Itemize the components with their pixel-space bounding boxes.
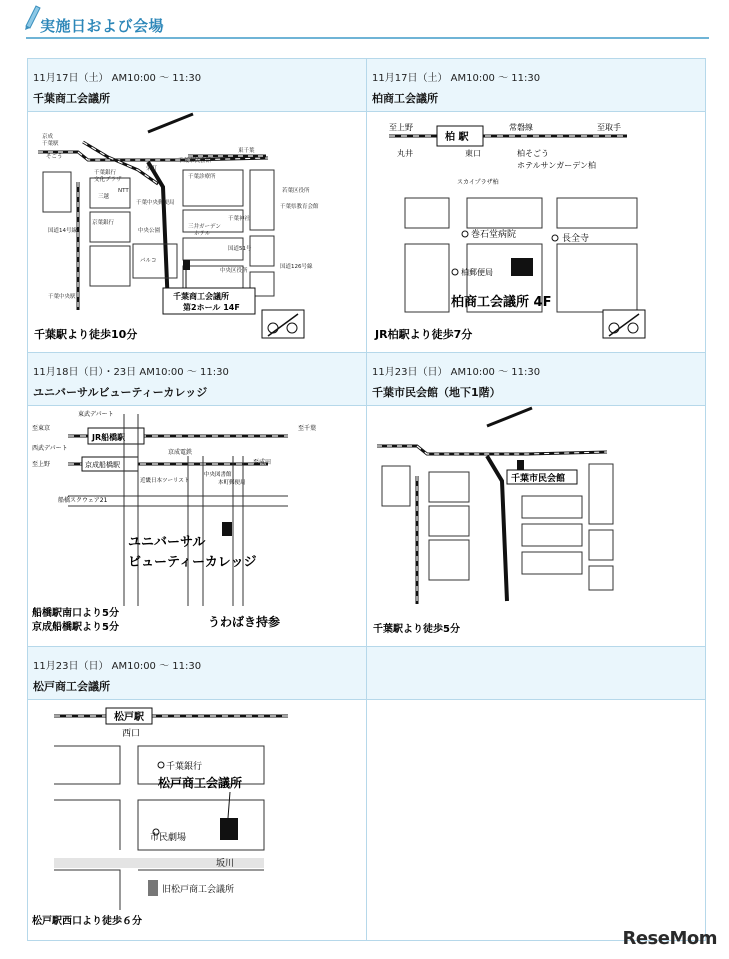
map-label: 中央図書館 (204, 472, 232, 478)
resemom-logo: ReseMom (622, 928, 717, 949)
venue-header-funabashi (28, 353, 367, 406)
walk-time: 京成船橋駅より5分 (32, 622, 119, 633)
venue-time: 11月23日（日） AM10:00 〜 11:30 (33, 661, 202, 672)
map-label: 千葉県教育会館 (280, 204, 319, 210)
venue-box-title: ユニバーサル (128, 535, 206, 550)
header-rule (34, 37, 709, 39)
map-label: 京成電鉄 (168, 449, 193, 456)
walk-time: 船橋駅南口より5分 (32, 608, 119, 619)
map-label: 柏郵便局 (461, 268, 493, 277)
map-label: 至東京 (32, 425, 51, 432)
map-label: 柏そごう (517, 149, 549, 158)
map-label: 巻石堂病院 (471, 230, 517, 240)
map-label: 丸井 (397, 149, 413, 158)
walk-time: JR柏駅より徒歩7分 (375, 328, 473, 341)
empty-cell (367, 647, 706, 700)
map-label: 常磐線 (509, 123, 533, 132)
venue-marker (220, 818, 238, 840)
venue-box-title: 千葉市民会館 (511, 474, 566, 484)
map-label: 近畿日本ツーリスト (140, 478, 190, 484)
map-label: 東千葉 (238, 148, 255, 154)
map-label: 国道126号線 (280, 264, 313, 270)
map-label: 至成田 (253, 459, 272, 466)
map-label: 至取手 (597, 123, 621, 132)
venue-box-title: 柏商工会議所 4F (451, 295, 552, 310)
map-kashiwa (367, 112, 704, 352)
venue-time: 11月17日（土） AM10:00 〜 11:30 (372, 73, 541, 84)
map-label: スカイプラザ柏 (457, 179, 499, 186)
station-name: 柏 駅 (445, 132, 469, 143)
venue-header-chiba-shimin (367, 353, 706, 406)
station-name: JR船橋駅 (92, 433, 126, 442)
map-label: 三越 (98, 194, 110, 200)
venue-time: 11月17日（土） AM10:00 〜 11:30 (33, 73, 202, 84)
map-label: 千葉市民会館 (178, 158, 212, 164)
map-label: 千葉駅 (42, 141, 59, 147)
map-label: 旧松戸商工会議所 (162, 885, 235, 895)
map-label: そごう (46, 154, 63, 160)
map-funabashi (28, 406, 365, 646)
no-bicycle-icon (603, 310, 645, 338)
map-label: 文化プラザ (94, 177, 122, 183)
venue-header-matsudo (28, 647, 367, 700)
map-label: 若葉区役所 (282, 188, 310, 194)
map-matsudo (28, 700, 365, 940)
map-cell-chiba-shimin (367, 406, 706, 647)
map-label: 国道51号 (228, 246, 252, 252)
map-label: NTT (118, 188, 129, 194)
venue-name: 千葉市民会館（地下1階） (372, 386, 501, 399)
no-bicycle-icon (262, 310, 304, 338)
map-label: 東口 (465, 149, 481, 158)
section-header (0, 0, 729, 44)
map-chiba (28, 112, 365, 352)
venue-name: ユニバーサルビューティーカレッジ (33, 386, 208, 399)
venue-header-kashiwa (367, 59, 706, 112)
map-label: 三井ガーデン (188, 224, 221, 230)
empty-cell (367, 700, 706, 941)
venue-box-sub: 第2ホール 14F (183, 303, 240, 312)
map-label: 東武デパート (78, 411, 114, 418)
venue-box-title: 千葉商工会議所 (173, 292, 229, 301)
map-label: 至上野 (389, 123, 413, 132)
map-label: パルコ (140, 258, 157, 264)
pencil-icon (22, 4, 42, 30)
map-cell-matsudo (28, 700, 367, 941)
map-label: 千葉神社 (228, 216, 251, 222)
walk-time: 千葉駅より徒歩10分 (34, 328, 138, 341)
map-label: 千葉銀行 (94, 170, 117, 176)
venue-box-sub: ビューティーカレッジ (128, 555, 257, 570)
map-label: 坂川 (216, 859, 235, 869)
map-label: 中央公園 (138, 228, 161, 234)
map-label: 千葉中央郵便局 (136, 200, 175, 206)
map-label: 西武デパート (32, 445, 68, 452)
walk-time: 松戸駅西口より徒歩６分 (32, 916, 142, 927)
venue-name: 柏商工会議所 (372, 92, 438, 105)
note: うわばき持参 (208, 615, 281, 629)
venue-time: 11月23日（日） AM10:00 〜 11:30 (372, 367, 541, 378)
map-label: ホテル (194, 231, 211, 237)
map-label: 栄町 (146, 166, 158, 172)
venue-marker (183, 260, 190, 270)
map-label: 千葉中央駅 (48, 294, 76, 300)
map-label: 長全寺 (562, 234, 590, 244)
map-label: ホテルサンガーデン柏 (517, 161, 597, 170)
walk-time: 千葉駅より徒歩5分 (373, 624, 460, 635)
map-label: 京成 (42, 134, 54, 140)
venue-time: 11月18日（日）・23日 AM10:00 〜 11:30 (33, 367, 229, 378)
map-label: 西口 (122, 729, 141, 739)
map-chiba-shimin (367, 406, 704, 646)
station-name: 松戸駅 (114, 712, 144, 723)
map-label: 国道14号線 (48, 228, 77, 234)
map-label: 京葉銀行 (92, 220, 115, 226)
station-name: 京成船橋駅 (85, 461, 120, 469)
map-label: 中央区役所 (220, 268, 248, 274)
venue-name: 千葉商工会議所 (33, 92, 110, 105)
map-cell-kashiwa (367, 112, 706, 353)
venue-marker (222, 522, 232, 536)
venue-header-chiba (28, 59, 367, 112)
map-cell-chiba (28, 112, 367, 353)
old-venue-marker (148, 880, 158, 896)
map-label: 市民劇場 (150, 833, 187, 843)
map-label: 船橋スクウェア21 (58, 497, 108, 504)
map-label: 本町郵便局 (218, 480, 246, 486)
map-cell-funabashi (28, 406, 367, 647)
section-title: 実施日および会場 (40, 17, 165, 35)
venue-box-title: 松戸商工会議所 (158, 776, 243, 790)
venue-marker (511, 258, 533, 276)
map-label: 至千葉 (298, 425, 317, 432)
map-label: 千葉銀行 (166, 762, 203, 772)
map-label: 千葉診療所 (188, 174, 216, 180)
map-label: 至上野 (32, 461, 51, 468)
venue-table (27, 58, 706, 941)
venue-name: 松戸商工会議所 (33, 680, 110, 693)
venue-marker (517, 460, 524, 470)
